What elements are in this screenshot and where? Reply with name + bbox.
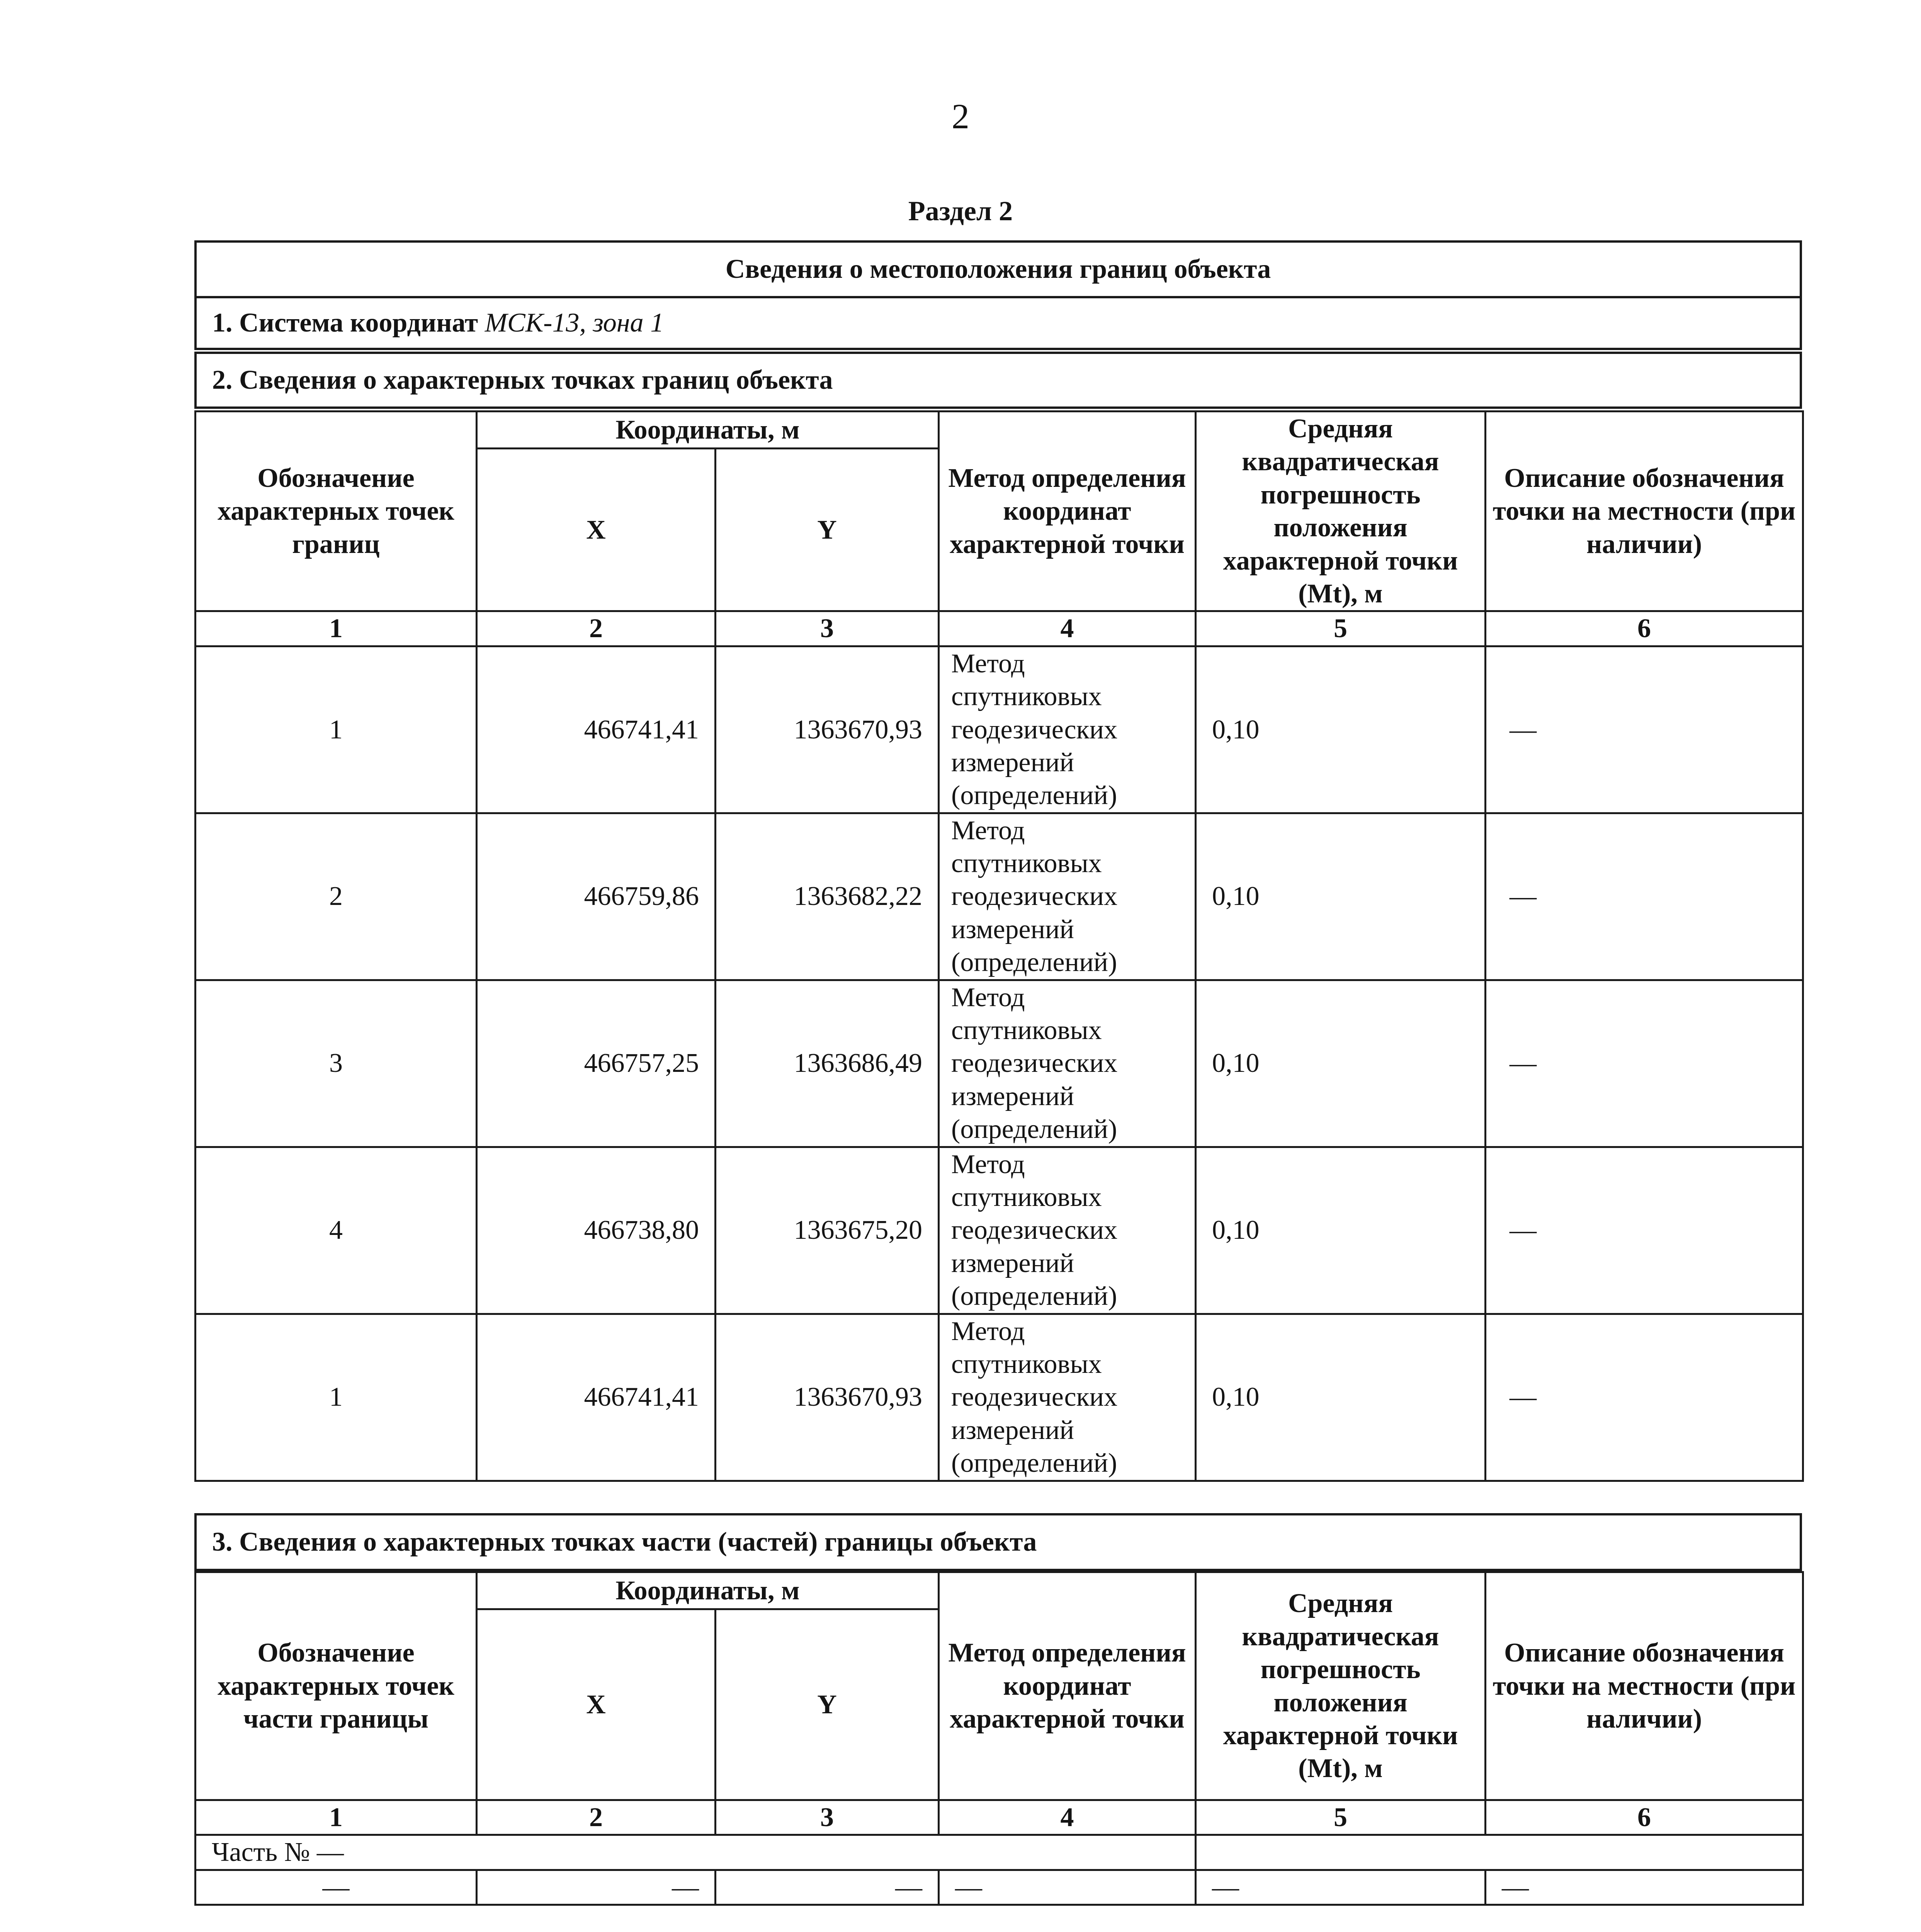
table-row (196, 1870, 1803, 1905)
col-num: 2 (477, 611, 716, 646)
method-line: геодезических (951, 1382, 1118, 1412)
point-number: 1 (196, 1314, 477, 1481)
method-line: геодезических (951, 714, 1118, 745)
method-line: спутниковых (951, 1349, 1102, 1379)
empty-cell: — (716, 1870, 939, 1905)
point-x: 466757,25 (477, 980, 716, 1147)
point-error: 0,10 (1196, 1147, 1486, 1314)
parts-header-row-1 (196, 1572, 1803, 1609)
page-number: 2 (952, 97, 969, 136)
parts-header-y: Y (716, 1609, 939, 1800)
method-line: геодезических (951, 1215, 1118, 1245)
method-line: (определений) (951, 781, 1117, 811)
parts-header-error: Средняя квадратическая погрешность положения характерной точки (Mt), м (1196, 1572, 1486, 1800)
point-x: 466741,41 (477, 1314, 716, 1481)
method-line: (определений) (951, 947, 1117, 978)
col-num: 5 (1196, 611, 1486, 646)
method-line: спутниковых (951, 1015, 1102, 1046)
point-error: 0,10 (1196, 646, 1486, 813)
point-description: — (1486, 646, 1803, 813)
col-num: 3 (716, 1800, 939, 1835)
point-y: 1363686,49 (716, 980, 939, 1147)
points-table (194, 410, 1804, 1482)
method-line: (определений) (951, 1281, 1117, 1311)
main-title: Сведения о местоположения границ объекта (725, 254, 1271, 284)
col-num: 1 (196, 611, 477, 646)
point-description: — (1486, 1314, 1803, 1481)
points-column-numbers (196, 611, 1803, 646)
coord-system (212, 310, 664, 337)
point-method (939, 1314, 1196, 1481)
point-number: 4 (196, 1147, 477, 1314)
col-num: 6 (1486, 1800, 1803, 1835)
method-line: спутниковых (951, 682, 1102, 712)
header-y: Y (716, 449, 939, 611)
section-title: Раздел 2 (908, 196, 1013, 226)
method-line: измерений (951, 914, 1074, 944)
parts-header-coordinates: Координаты, м (477, 1572, 939, 1609)
parts-section-title: 3. Сведения о характерных точках части (частей) границы объекта (212, 1527, 1037, 1557)
points-section-bar (194, 352, 1802, 409)
col-num: 1 (196, 1800, 477, 1835)
point-description: — (1486, 980, 1803, 1147)
coord-system-value: МСК-13, зона 1 (484, 308, 664, 338)
col-num: 5 (1196, 1800, 1486, 1835)
method-line: измерений (951, 1081, 1074, 1111)
parts-table (194, 1571, 1804, 1906)
col-num: 3 (716, 611, 939, 646)
point-x: 466759,86 (477, 813, 716, 980)
parts-header-x: X (477, 1609, 716, 1800)
col-num: 2 (477, 1800, 716, 1835)
header-x: X (477, 449, 716, 611)
points-section-title: 2. Сведения о характерных точках границ объекта (212, 365, 833, 395)
method-line: Метод (951, 648, 1025, 679)
point-error: 0,10 (1196, 1314, 1486, 1481)
method-line: измерений (951, 1248, 1074, 1278)
point-y: 1363670,93 (716, 646, 939, 813)
coord-system-bar (194, 296, 1802, 350)
point-x: 466741,41 (477, 646, 716, 813)
method-line: (определений) (951, 1114, 1117, 1145)
point-description: — (1486, 813, 1803, 980)
method-line: (определений) (951, 1448, 1117, 1478)
method-line: спутниковых (951, 849, 1102, 879)
table-row (196, 646, 1803, 813)
header-designation: Обозначение характерных точек границ (196, 412, 477, 611)
parts-section-bar (194, 1513, 1802, 1571)
header-error: Средняя квадратическая погрешность положения характерной точки (Mt), м (1196, 412, 1486, 611)
empty-cell: — (196, 1870, 477, 1905)
method-line: измерений (951, 1415, 1074, 1445)
table-row (196, 1147, 1803, 1314)
parts-header-description: Описание обозначения точки на местности (при наличии) (1486, 1572, 1803, 1800)
method-line: измерений (951, 747, 1074, 777)
point-method (939, 646, 1196, 813)
method-line: Метод (951, 815, 1025, 845)
part-label: Часть № — (196, 1835, 1196, 1870)
point-x: 466738,80 (477, 1147, 716, 1314)
table-row (196, 980, 1803, 1147)
col-num: 6 (1486, 611, 1803, 646)
points-header-row-1 (196, 412, 1803, 449)
coord-system-prefix: 1. Система координат (212, 308, 478, 338)
point-number: 3 (196, 980, 477, 1147)
empty-cell: — (1196, 1870, 1486, 1905)
point-method (939, 980, 1196, 1147)
point-method (939, 1147, 1196, 1314)
header-description: Описание обозначения точки на местности (при наличии) (1486, 412, 1803, 611)
method-line: Метод (951, 1316, 1025, 1346)
point-number: 1 (196, 646, 477, 813)
table-row (196, 813, 1803, 980)
parts-column-numbers (196, 1800, 1803, 1835)
point-error: 0,10 (1196, 813, 1486, 980)
point-number: 2 (196, 813, 477, 980)
part-label-empty (1196, 1835, 1803, 1870)
empty-cell: — (1486, 1870, 1803, 1905)
header-method: Метод определения координат характерной точки (939, 412, 1196, 611)
header-coordinates: Координаты, м (477, 412, 939, 449)
method-line: спутниковых (951, 1182, 1102, 1212)
empty-cell: — (939, 1870, 1196, 1905)
method-line: геодезических (951, 1048, 1118, 1078)
part-label-row (196, 1835, 1803, 1870)
point-method (939, 813, 1196, 980)
table-row (196, 1314, 1803, 1481)
method-line: Метод (951, 1149, 1025, 1179)
point-description: — (1486, 1147, 1803, 1314)
point-y: 1363682,22 (716, 813, 939, 980)
point-y: 1363675,20 (716, 1147, 939, 1314)
parts-header-designation: Обозначение характерных точек части границы (196, 1572, 477, 1800)
col-num: 4 (939, 611, 1196, 646)
col-num: 4 (939, 1800, 1196, 1835)
method-line: Метод (951, 982, 1025, 1012)
point-error: 0,10 (1196, 980, 1486, 1147)
point-y: 1363670,93 (716, 1314, 939, 1481)
empty-cell: — (477, 1870, 716, 1905)
main-title-bar (194, 240, 1802, 298)
parts-header-method: Метод определения координат характерной точки (939, 1572, 1196, 1800)
method-line: геодезических (951, 881, 1118, 912)
